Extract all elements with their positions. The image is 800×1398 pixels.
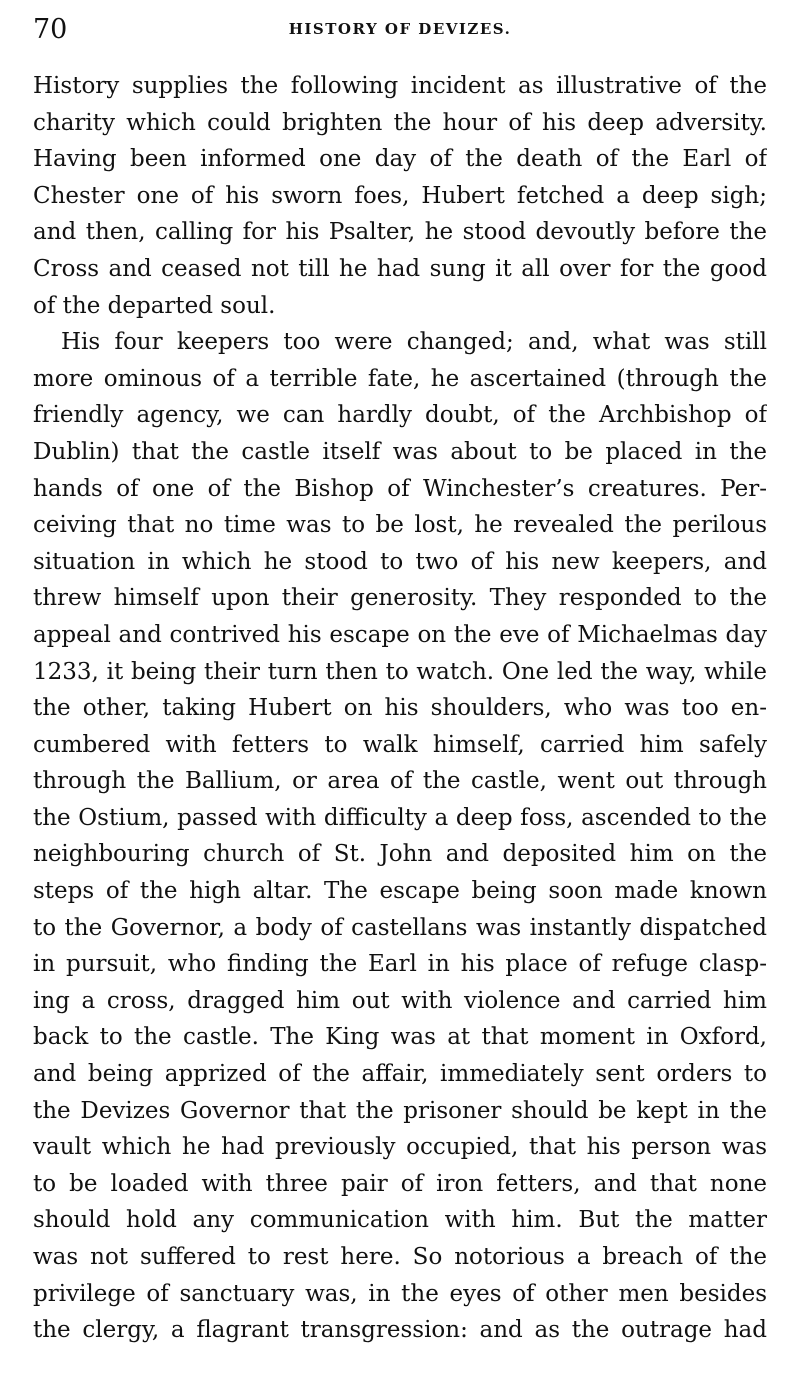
text-line: privilege of sanctuary was, in the eyes of other men besides <box>33 1280 767 1307</box>
text-line: ceiving that no time was to be lost, he revealed the perilous <box>33 512 767 539</box>
text-line: 1233, it being their turn then to watch. One led the way, while <box>33 658 767 685</box>
text-line: charity which could brighten the hour of his deep adversity. <box>33 109 767 136</box>
text-line: Cross and ceased not till he had sung it all over for the good <box>33 255 767 282</box>
text-line: appeal and contrived his escape on the eve of Michaelmas day <box>33 621 767 648</box>
text-line: in pursuit, who finding the Earl in his place of refuge clasp- <box>33 951 767 978</box>
text-line: to be loaded with three pair of iron fetters, and that none <box>33 1170 767 1197</box>
text-line: threw himself upon their generosity. They responded to the <box>33 585 767 612</box>
text-line: the Ostium, passed with difficulty a deep foss, ascended to the <box>33 804 767 831</box>
text-line: was not suffered to rest here. So notorious a breach of the <box>33 1244 767 1270</box>
body-text <box>33 68 767 1349</box>
text-line: and being apprized of the affair, immediately sent orders to <box>33 1061 767 1088</box>
text-line: Dublin) that the castle itself was about to be placed in the <box>33 438 767 465</box>
text-line: vault which he had previously occupied, that his person was <box>33 1134 767 1161</box>
text-line: ing a cross, dragged him out with violence and carried him <box>33 987 767 1014</box>
text-line: through the Ballium, or area of the castle, went out through <box>33 768 767 795</box>
text-line: and then, calling for his Psalter, he stood devoutly before the <box>33 219 767 246</box>
text-line: of the departed soul. <box>33 292 276 319</box>
text-line: Having been informed one day of the death of the Earl of <box>33 146 767 173</box>
text-line: His four keepers too were changed; and, what was still <box>61 329 767 356</box>
text-line: back to the castle. The King was at that moment in Oxford, <box>33 1024 767 1051</box>
text-line: more ominous of a terrible fate, he ascertained (through the <box>33 365 767 392</box>
text-line: steps of the high altar. The escape being soon made known <box>33 878 767 905</box>
text-line: hands of one of the Bishop of Winchester’s creatures. Per- <box>33 475 767 502</box>
text-line: neighbouring church of St. John and deposited him on the <box>33 841 767 868</box>
text-line: the Devizes Governor that the prisoner should be kept in the <box>33 1097 767 1124</box>
running-title: HISTORY OF DEVIZES. <box>288 20 512 38</box>
text-line: History supplies the following incident as illustrative of the <box>33 73 767 99</box>
text-line: the other, taking Hubert on his shoulders, who was too en- <box>33 695 767 722</box>
text-line: to the Governor, a body of castellans was instantly dispatched <box>33 914 767 941</box>
text-line: situation in which he stood to two of his new keepers, and <box>33 548 767 575</box>
text-line: friendly agency, we can hardly doubt, of the Archbishop of <box>33 402 767 429</box>
page-header <box>33 14 767 48</box>
text-line: should hold any communication with him. But the matter <box>33 1207 767 1234</box>
page-number: 70 <box>33 14 68 45</box>
text-line: Chester one of his sworn foes, Hubert fetched a deep sigh; <box>33 182 767 209</box>
text-line: the clergy, a flagrant transgression: and as the outrage had <box>33 1317 767 1344</box>
text-line: cumbered with fetters to walk himself, carried him safely <box>33 731 767 758</box>
